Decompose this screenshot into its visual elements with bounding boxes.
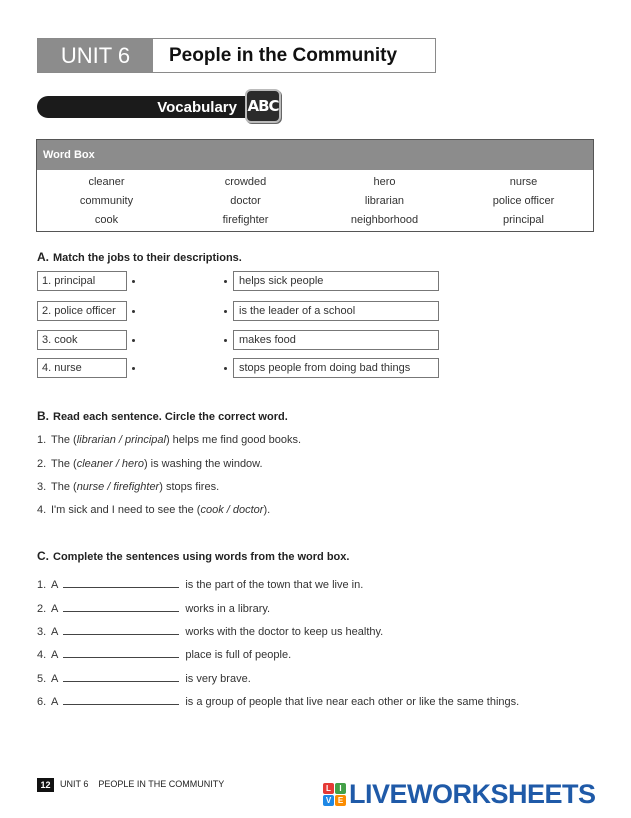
section-c-heading: C. Complete the sentences using words from the word box. [37,549,350,563]
liveworksheets-logo[interactable] [323,780,596,808]
word-item: principal [503,214,544,226]
logo-block: L [323,783,334,794]
answer-blank[interactable] [63,625,179,635]
logo-block: V [323,795,334,806]
footer-text: UNIT 6 PEOPLE IN THE COMMUNITY [60,779,225,789]
match-dot[interactable] [224,367,227,370]
match-dot[interactable] [224,339,227,342]
match-description-1[interactable]: helps sick people [233,271,439,291]
sentence-c-1: 1. A is the part of the town that we live in. [37,579,364,591]
unit-label: UNIT 6 [38,39,153,72]
word-item: crowded [224,176,267,188]
word-item: nurse [509,176,538,188]
logo-block: E [335,795,346,806]
logo-blocks-icon [323,783,346,806]
word-choice[interactable]: librarian / principal [76,434,166,446]
sentence-b-4: 4. I'm sick and I need to see the (cook / doctor). [37,504,271,516]
word-grid [37,170,593,230]
word-item: doctor [230,195,261,207]
match-dot[interactable] [132,310,135,313]
logo-block: I [335,783,346,794]
word-item: hero [373,176,396,188]
word-box [36,139,594,232]
word-item: cook [94,214,119,226]
sentence-c-4: 4. A place is full of people. [37,649,292,661]
word-item: police officer [492,195,555,207]
page-title: People in the Community [169,44,398,66]
answer-blank[interactable] [63,648,179,658]
section-b-heading: B. Read each sentence. Circle the correct word. [37,409,288,423]
sentence-b-1: 1. The (librarian / principal) helps me find good books. [37,434,302,446]
vocabulary-label: Vocabulary [157,98,237,116]
match-job-4[interactable]: 4. nurse [37,358,127,378]
word-item: cleaner [88,176,125,188]
sentence-b-2: 2. The (cleaner / hero) is washing the window. [37,458,263,470]
word-choice[interactable]: cook / doctor [200,504,264,516]
answer-blank[interactable] [63,578,179,588]
word-item: firefighter [222,214,269,226]
sentence-c-5: 5. A is very brave. [37,673,251,685]
match-dot[interactable] [224,310,227,313]
match-description-2[interactable]: is the leader of a school [233,301,439,321]
answer-blank[interactable] [63,672,179,682]
match-dot[interactable] [132,367,135,370]
answer-blank[interactable] [63,602,179,612]
vocabulary-banner [37,96,247,118]
sentence-c-3: 3. A works with the doctor to keep us healthy. [37,626,384,638]
word-item: librarian [364,195,405,207]
match-job-1[interactable]: 1. principal [37,271,127,291]
match-description-3[interactable]: makes food [233,330,439,350]
sentence-c-2: 2. A works in a library. [37,603,271,615]
page-number: 12 [37,778,54,792]
match-description-4[interactable]: stops people from doing bad things [233,358,439,378]
sentence-c-6: 6. A is a group of people that live near each other or like the same things. [37,696,520,708]
match-job-2[interactable]: 2. police officer [37,301,127,321]
word-box-title: Word Box [37,140,593,170]
word-item: neighborhood [350,214,419,226]
word-choice[interactable]: cleaner / hero [76,458,144,470]
match-job-3[interactable]: 3. cook [37,330,127,350]
match-dot[interactable] [132,280,135,283]
match-dot[interactable] [224,280,227,283]
logo-text: LIVEWORKSHEETS [349,779,596,809]
word-item: community [79,195,134,207]
match-dot[interactable] [132,339,135,342]
abc-icon: ABC [245,89,281,123]
answer-blank[interactable] [63,695,179,705]
word-choice[interactable]: nurse / firefighter [76,481,160,493]
section-a-heading: A. Match the jobs to their descriptions. [37,250,242,264]
unit-header [37,38,436,73]
sentence-b-3: 3. The (nurse / firefighter) stops fires. [37,481,220,493]
